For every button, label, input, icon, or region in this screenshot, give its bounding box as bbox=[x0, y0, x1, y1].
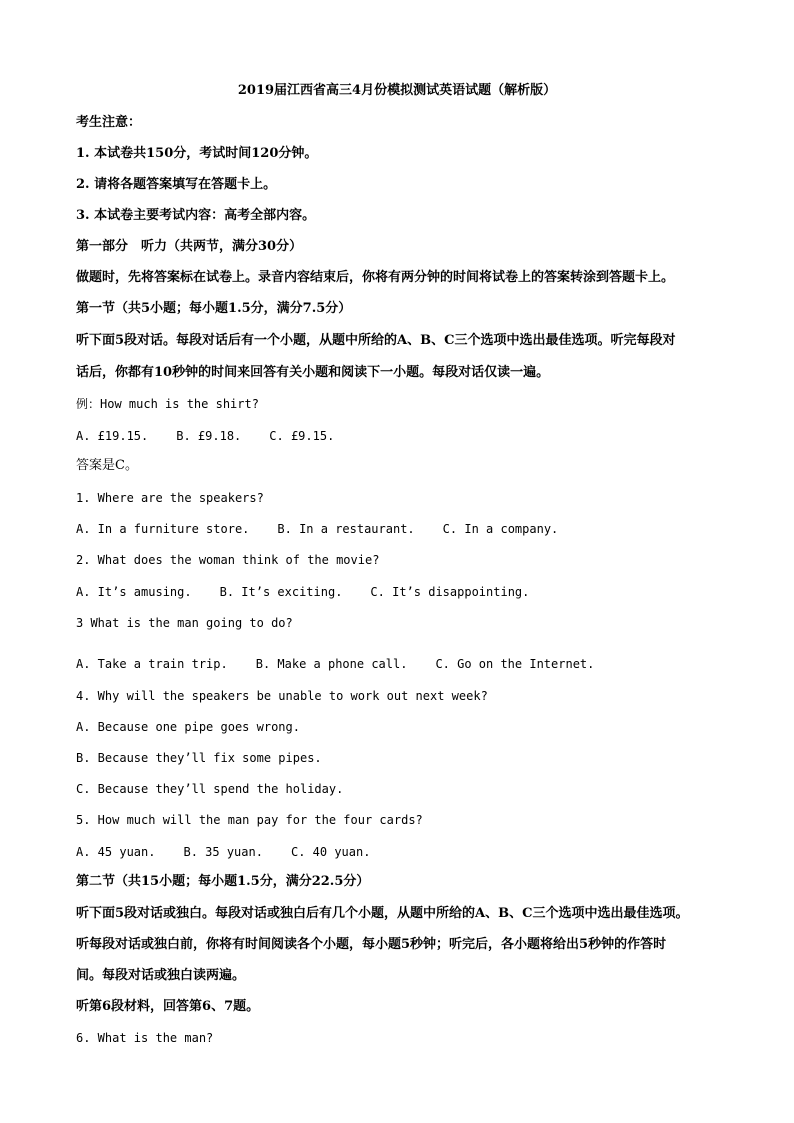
notice-heading: 考生注意： bbox=[76, 115, 142, 130]
q1-option-b: B. In a restaurant. bbox=[277, 522, 415, 536]
question-2-options bbox=[76, 583, 529, 601]
notice-item-1: 1. 本试卷共150分，考试时间120分钟。 bbox=[76, 146, 318, 161]
q5-option-b: B. 35 yuan. bbox=[183, 845, 263, 859]
q2-option-a: A. It’s amusing. bbox=[76, 585, 192, 599]
question-3: 3 What is the man going to do? bbox=[76, 616, 293, 630]
notice-item-2: 2. 请将各题答案填写在答题卡上。 bbox=[76, 177, 277, 192]
section1-instruction-line1: 听下面5段对话。每段对话后有一个小题，从题中所给的A、B、C三个选项中选出最佳选项。听完每段对 bbox=[76, 333, 676, 348]
q2-option-c: C. It’s disappointing. bbox=[370, 585, 530, 599]
part1-instruction: 做题时，先将答案标在试卷上。录音内容结束后，你将有两分钟的时间将试卷上的答案转涂到答题卡上。 bbox=[76, 270, 675, 285]
example-option-c: C. £9.15. bbox=[269, 429, 335, 443]
q1-option-c: C. In a company. bbox=[442, 522, 559, 536]
example-option-b: B. £9.18. bbox=[176, 429, 242, 443]
question-5: 5. How much will the man pay for the four cards? bbox=[76, 813, 423, 827]
q5-option-c: C. 40 yuan. bbox=[290, 845, 371, 859]
section2-instruction-line2: 听每段对话或独白前，你将有时间阅读各个小题，每小题5秒钟；听完后，各小题将给出5秒钟的作答时 bbox=[76, 937, 667, 952]
example-answer: 答案是C。 bbox=[76, 458, 138, 473]
q1-option-a: A. In a furniture store. bbox=[76, 522, 250, 536]
q5-option-a: A. 45 yuan. bbox=[76, 845, 156, 859]
section1-heading: 第一节（共5小题；每小题1.5分，满分7.5分） bbox=[76, 301, 352, 316]
section2-heading: 第二节（共15小题；每小题1.5分，满分22.5分） bbox=[76, 874, 370, 889]
question-2: 2. What does the woman think of the movie? bbox=[76, 553, 380, 567]
q4-option-c: C. Because they’ll spend the holiday. bbox=[76, 782, 344, 796]
material-6-heading: 听第6段材料，回答第6、7题。 bbox=[76, 999, 260, 1014]
question-4: 4. Why will the speakers be unable to work out next week? bbox=[76, 689, 488, 703]
question-1-options bbox=[76, 520, 558, 538]
section1-instruction-line2: 话后，你都有10秒钟的时间来回答有关小题和阅读下一小题。每段对话仅读一遍。 bbox=[76, 365, 550, 380]
q4-option-a: A. Because one pipe goes wrong. bbox=[76, 720, 300, 734]
notice-item-3: 3. 本试卷主要考试内容：高考全部内容。 bbox=[76, 208, 316, 223]
q2-option-b: B. It’s exciting. bbox=[219, 585, 343, 599]
q3-option-b: B. Make a phone call. bbox=[255, 657, 408, 671]
section2-instruction-line1: 听下面5段对话或独白。每段对话或独白后有几个小题，从题中所给的A、B、C三个选项中选出最佳选项。 bbox=[76, 906, 689, 921]
page-title: 2019届江西省高三4月份模拟测试英语试题（解析版） bbox=[237, 83, 557, 98]
q3-option-c: C. Go on the Internet. bbox=[435, 657, 595, 671]
part1-heading: 第一部分 听力（共两节，满分30分） bbox=[76, 239, 303, 254]
example-question: 例：How much is the shirt? bbox=[76, 397, 259, 411]
section2-instruction-line3: 间。每段对话或独白读两遍。 bbox=[76, 968, 246, 983]
q4-option-b: B. Because they’ll fix some pipes. bbox=[76, 751, 322, 765]
example-option-a: A. £19.15. bbox=[76, 429, 149, 443]
question-5-options bbox=[76, 843, 370, 861]
question-3-options bbox=[76, 655, 594, 673]
question-1: 1. Where are the speakers? bbox=[76, 491, 264, 505]
question-6: 6. What is the man? bbox=[76, 1031, 214, 1045]
example-options bbox=[76, 427, 334, 445]
q3-option-a: A. Take a train trip. bbox=[76, 657, 228, 671]
